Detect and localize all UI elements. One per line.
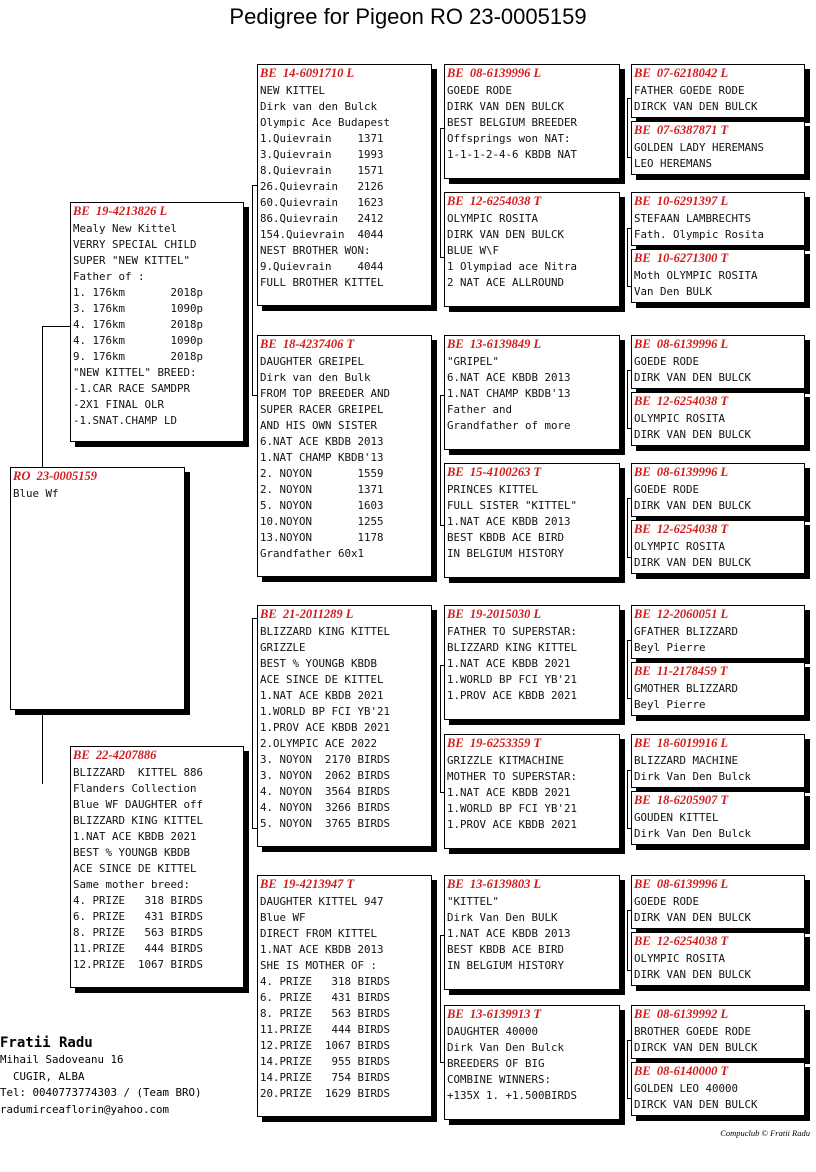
detail-line: DAUGHTER GREIPEL bbox=[260, 355, 365, 368]
detail-line: 4. PRIZE 318 BIRDS bbox=[73, 894, 204, 907]
detail-line: 14.PRIZE 955 BIRDS bbox=[260, 1055, 391, 1068]
pigeon-details bbox=[445, 1024, 619, 1104]
pigeon-details bbox=[71, 765, 243, 973]
great-great-grandparent-card bbox=[631, 875, 805, 929]
pigeon-details bbox=[632, 951, 804, 983]
detail-line: SHE IS MOTHER OF : bbox=[260, 959, 378, 972]
ring-number: RO 23-0005159 bbox=[13, 469, 98, 483]
ring-number: BE 12-6254038 T bbox=[634, 522, 729, 536]
detail-line: GOUDEN KITTEL bbox=[634, 811, 719, 824]
detail-line: GMOTHER BLIZZARD bbox=[634, 682, 739, 695]
detail-line: Mealy New Kittel bbox=[73, 222, 178, 235]
great-grandparent-card bbox=[444, 463, 620, 578]
detail-line: DIRK VAN DEN BULCK bbox=[447, 228, 565, 241]
detail-line: GRIZZLE bbox=[260, 641, 306, 654]
detail-line: DIRK VAN DEN BULCK bbox=[634, 968, 752, 981]
detail-line: 26.Quievrain 2126 bbox=[260, 180, 384, 193]
ring-number: BE 08-6139996 L bbox=[634, 465, 729, 479]
connector-line bbox=[252, 185, 253, 395]
detail-line: FULL SISTER "KITTEL" bbox=[447, 499, 578, 512]
detail-line: 86.Quievrain 2412 bbox=[260, 212, 384, 225]
great-great-grandparent-card bbox=[631, 192, 805, 246]
detail-line: SUPER "NEW KITTEL" bbox=[73, 254, 191, 267]
ring-number: BE 18-4237406 T bbox=[260, 337, 355, 351]
ring-number: BE 07-6218042 L bbox=[634, 66, 729, 80]
ring-number: BE 08-6139996 L bbox=[634, 337, 729, 351]
detail-line: IN BELGIUM HISTORY bbox=[447, 959, 565, 972]
detail-line: BEST KBDB ACE BIRD bbox=[447, 943, 565, 956]
detail-line: DIRK VAN DEN BULCK bbox=[447, 100, 565, 113]
detail-line: 60.Quievrain 1623 bbox=[260, 196, 384, 209]
detail-line: -1.CAR RACE SAMDPR bbox=[73, 382, 191, 395]
great-great-grandparent-card bbox=[631, 932, 805, 986]
copyright: Compuclub © Fratii Radu bbox=[720, 1128, 810, 1138]
detail-line: 11.PRIZE 444 BIRDS bbox=[260, 1023, 391, 1036]
ring-number: BE 10-6271300 T bbox=[634, 251, 729, 265]
ring-number: BE 12-6254038 T bbox=[634, 394, 729, 408]
ring-number: BE 13-6139913 T bbox=[447, 1007, 542, 1021]
pigeon-details bbox=[445, 354, 619, 434]
detail-line: DIRK VAN DEN BULCK bbox=[634, 499, 752, 512]
ring-number: BE 12-2060051 L bbox=[634, 607, 729, 621]
detail-line: 2.OLYMPIC ACE 2022 bbox=[260, 737, 378, 750]
detail-line: 1.NAT ACE KBDB 2021 bbox=[73, 830, 197, 843]
detail-line: "GRIPEL" bbox=[447, 355, 500, 368]
great-great-grandparent-card bbox=[631, 121, 805, 175]
ring-number: BE 08-6140000 T bbox=[634, 1064, 729, 1078]
detail-line: 4. 176km 1090p bbox=[73, 334, 204, 347]
detail-line: "KITTEL" bbox=[447, 895, 500, 908]
detail-line: MOTHER TO SUPERSTAR: bbox=[447, 770, 578, 783]
detail-line: 4. NOYON 3266 BIRDS bbox=[260, 801, 391, 814]
great-great-grandparent-card bbox=[631, 734, 805, 788]
detail-line: 9. 176km 2018p bbox=[73, 350, 204, 363]
detail-line: VERRY SPECIAL CHILD bbox=[73, 238, 197, 251]
connector-line bbox=[627, 370, 628, 428]
detail-line: 1.Quievrain 1371 bbox=[260, 132, 384, 145]
detail-line: 1.NAT ACE KBDB 2013 bbox=[447, 515, 571, 528]
pigeon-details bbox=[258, 354, 431, 562]
pigeon-details bbox=[632, 1081, 804, 1113]
pigeon-details bbox=[632, 624, 804, 656]
detail-line: 11.PRIZE 444 BIRDS bbox=[73, 942, 204, 955]
detail-line: Moth OLYMPIC ROSITA bbox=[634, 269, 758, 282]
detail-line: OLYMPIC ROSITA bbox=[634, 412, 726, 425]
connector-line bbox=[627, 498, 628, 557]
detail-line: "NEW KITTEL" BREED: bbox=[73, 366, 197, 379]
connector-line bbox=[440, 665, 441, 792]
detail-line: 12.PRIZE 1067 BIRDS bbox=[260, 1039, 391, 1052]
pigeon-details bbox=[445, 753, 619, 833]
connector-line bbox=[440, 935, 441, 1062]
pigeon-details bbox=[445, 211, 619, 291]
detail-line: GOEDE RODE bbox=[634, 355, 700, 368]
detail-line: Beyl Pierre bbox=[634, 698, 706, 711]
detail-line: 1 Olympiad ace Nitra bbox=[447, 260, 578, 273]
detail-line: 4. PRIZE 318 BIRDS bbox=[260, 975, 391, 988]
detail-line: DIRECT FROM KITTEL bbox=[260, 927, 378, 940]
ring-number: BE 08-6139992 L bbox=[634, 1007, 729, 1021]
breeder-address: Mihail Sadoveanu 16 bbox=[0, 1053, 124, 1066]
detail-line: BLIZZARD KING KITTEL bbox=[73, 814, 204, 827]
detail-line: GOLDEN LADY HEREMANS bbox=[634, 141, 765, 154]
detail-line: 1.NAT ACE KBDB 2021 bbox=[260, 689, 384, 702]
pigeon-details bbox=[632, 894, 804, 926]
ring-number: BE 21-2011289 L bbox=[260, 607, 354, 621]
detail-line: 1.PROV ACE KBDB 2021 bbox=[447, 818, 578, 831]
detail-line: Dirk Van Den BULK bbox=[447, 911, 558, 924]
detail-line: GOEDE RODE bbox=[634, 895, 700, 908]
connector-line bbox=[627, 910, 628, 970]
breeder-phone: Tel: 0040773774303 / (Team BRO) bbox=[0, 1086, 202, 1099]
pigeon-details bbox=[632, 681, 804, 713]
detail-line: 1.WORLD BP FCI YB'21 bbox=[447, 673, 578, 686]
great-great-grandparent-card bbox=[631, 520, 805, 574]
sire-card bbox=[70, 202, 244, 442]
grandparent-card bbox=[257, 875, 432, 1117]
detail-line: Flanders Collection bbox=[73, 782, 197, 795]
ring-number: BE 18-6019916 L bbox=[634, 736, 729, 750]
detail-line: FATHER GOEDE RODE bbox=[634, 84, 745, 97]
pigeon-details bbox=[445, 894, 619, 974]
detail-line: DIRCK VAN DEN BULCK bbox=[634, 100, 758, 113]
detail-line: Father and bbox=[447, 403, 513, 416]
detail-line: BLIZZARD KITTEL 886 bbox=[73, 766, 204, 779]
detail-line: BLIZZARD MACHINE bbox=[634, 754, 739, 767]
detail-line: 2 NAT ACE ALLROUND bbox=[447, 276, 565, 289]
grandparent-card bbox=[257, 335, 432, 577]
ring-number: BE 19-4213826 L bbox=[73, 204, 168, 218]
connector-line bbox=[627, 1040, 628, 1098]
pigeon-details bbox=[632, 211, 804, 243]
pigeon-details bbox=[632, 753, 804, 785]
detail-line: Grandfather of more bbox=[447, 419, 571, 432]
great-great-grandparent-card bbox=[631, 392, 805, 446]
great-great-grandparent-card bbox=[631, 249, 805, 303]
detail-line: 6. PRIZE 431 BIRDS bbox=[73, 910, 204, 923]
breeder-email: radumirceaflorin@yahoo.com bbox=[0, 1102, 170, 1116]
connector-line bbox=[627, 228, 628, 286]
ring-number: BE 08-6139996 L bbox=[447, 66, 542, 80]
detail-line: Dirk Van Den Bulck bbox=[634, 827, 752, 840]
breeder-info bbox=[0, 1034, 202, 1118]
breeder-city: CUGIR, ALBA bbox=[0, 1069, 85, 1083]
pigeon-details bbox=[258, 894, 431, 1102]
detail-line: Dirk van den Bulk bbox=[260, 371, 371, 384]
connector-line bbox=[42, 326, 43, 468]
detail-line: 3. 176km 1090p bbox=[73, 302, 204, 315]
pigeon-details bbox=[632, 539, 804, 571]
detail-line: 1.NAT CHAMP KBDB'13 bbox=[447, 387, 571, 400]
ring-number: BE 12-6254038 T bbox=[634, 934, 729, 948]
connector-line bbox=[627, 770, 628, 828]
detail-line: OLYMPIC ROSITA bbox=[634, 540, 726, 553]
detail-line: 1.NAT ACE KBDB 2013 bbox=[260, 943, 384, 956]
detail-line: DAUGHTER KITTEL 947 bbox=[260, 895, 384, 908]
detail-line: 1. 176km 2018p bbox=[73, 286, 204, 299]
great-great-grandparent-card bbox=[631, 335, 805, 389]
detail-line: OLYMPIC ROSITA bbox=[447, 212, 539, 225]
page-title: Pedigree for Pigeon RO 23-0005159 bbox=[229, 4, 587, 29]
great-great-grandparent-card bbox=[631, 662, 805, 716]
detail-line: GOEDE RODE bbox=[634, 483, 700, 496]
grandparent-card bbox=[257, 605, 432, 847]
detail-line: DIRCK VAN DEN BULCK bbox=[634, 1041, 758, 1054]
detail-line: BEST % YOUNGB KBDB bbox=[260, 657, 378, 670]
connector-line bbox=[627, 640, 628, 698]
detail-line: ACE SINCE DE KITTEL bbox=[260, 673, 384, 686]
detail-line: SUPER RACER GREIPEL bbox=[260, 403, 384, 416]
pigeon-details bbox=[258, 83, 431, 291]
connector-line bbox=[440, 395, 441, 525]
detail-line: -2X1 FINAL OLR bbox=[73, 398, 165, 411]
great-grandparent-card bbox=[444, 605, 620, 720]
breeder-name: Fratii Radu bbox=[0, 1035, 93, 1051]
great-great-grandparent-card bbox=[631, 64, 805, 118]
detail-line: 1-1-1-2-4-6 KBDB NAT bbox=[447, 148, 578, 161]
subject-card bbox=[10, 467, 185, 710]
detail-line: 14.PRIZE 754 BIRDS bbox=[260, 1071, 391, 1084]
detail-line: GFATHER BLIZZARD bbox=[634, 625, 739, 638]
detail-line: 1.NAT CHAMP KBDB'13 bbox=[260, 451, 384, 464]
detail-line: GOLDEN LEO 40000 bbox=[634, 1082, 739, 1095]
detail-line: 1.PROV ACE KBDB 2021 bbox=[447, 689, 578, 702]
detail-line: DIRK VAN DEN BULCK bbox=[634, 371, 752, 384]
detail-line: 6. PRIZE 431 BIRDS bbox=[260, 991, 391, 1004]
connector-line bbox=[42, 714, 43, 784]
ring-number: BE 11-2178459 T bbox=[634, 664, 728, 678]
dam-card bbox=[70, 746, 244, 988]
ring-number: BE 19-4213947 T bbox=[260, 877, 355, 891]
great-great-grandparent-card bbox=[631, 1005, 805, 1059]
detail-line: FULL BROTHER KITTEL bbox=[260, 276, 384, 289]
detail-line: Blue WF DAUGHTER off bbox=[73, 798, 204, 811]
detail-line: Van Den BULK bbox=[634, 285, 713, 298]
detail-line: GOEDE RODE bbox=[447, 84, 513, 97]
detail-line: FATHER TO SUPERSTAR: bbox=[447, 625, 578, 638]
detail-line: 3. NOYON 2062 BIRDS bbox=[260, 769, 391, 782]
pigeon-details bbox=[258, 624, 431, 832]
pigeon-details bbox=[632, 140, 804, 172]
detail-line: Dirk van den Bulck bbox=[260, 100, 378, 113]
ring-number: BE 18-6205907 T bbox=[634, 793, 729, 807]
connector-line bbox=[42, 326, 70, 327]
pigeon-details bbox=[445, 624, 619, 704]
detail-line: DIRK VAN DEN BULCK bbox=[634, 556, 752, 569]
great-grandparent-card bbox=[444, 1005, 620, 1120]
connector-line bbox=[252, 618, 253, 828]
detail-line: Grandfather 60x1 bbox=[260, 547, 365, 560]
ring-number: BE 10-6291397 L bbox=[634, 194, 729, 208]
detail-line: LEO HEREMANS bbox=[634, 157, 713, 170]
detail-line: 10.NOYON 1255 bbox=[260, 515, 384, 528]
ring-number: BE 07-6387871 T bbox=[634, 123, 729, 137]
detail-line: Beyl Pierre bbox=[634, 641, 706, 654]
detail-line: 1.WORLD BP FCI YB'21 bbox=[260, 705, 391, 718]
detail-line: 8.Quievrain 1571 bbox=[260, 164, 384, 177]
detail-line: -1.SNAT.CHAMP LD bbox=[73, 414, 178, 427]
detail-line: 12.PRIZE 1067 BIRDS bbox=[73, 958, 204, 971]
detail-line: GRIZZLE KITMACHINE bbox=[447, 754, 565, 767]
detail-line: BLIZZARD KING KITTEL bbox=[260, 625, 391, 638]
detail-line: 1.PROV ACE KBDB 2021 bbox=[260, 721, 391, 734]
detail-line: Blue WF bbox=[260, 911, 306, 924]
detail-line: BEST KBDB ACE BIRD bbox=[447, 531, 565, 544]
detail-line: 1.NAT ACE KBDB 2021 bbox=[447, 657, 571, 670]
detail-line: BREEDERS OF BIG bbox=[447, 1057, 545, 1070]
detail-line: 13.NOYON 1178 bbox=[260, 531, 384, 544]
great-grandparent-card bbox=[444, 335, 620, 450]
detail-line: OLYMPIC ROSITA bbox=[634, 952, 726, 965]
detail-line: BLUE W\F bbox=[447, 244, 500, 257]
ring-number: BE 22-4207886 bbox=[73, 748, 157, 762]
detail-line: Dirk Van Den Bulck bbox=[634, 770, 752, 783]
detail-line: Dirk Van Den Bulck bbox=[447, 1041, 565, 1054]
detail-line: Father of : bbox=[73, 270, 145, 283]
connector-line bbox=[440, 128, 441, 257]
detail-line: FROM TOP BREEDER AND bbox=[260, 387, 391, 400]
detail-line: BEST BELGIUM BREEDER bbox=[447, 116, 578, 129]
detail-line: DIRK VAN DEN BULCK bbox=[634, 428, 752, 441]
detail-line: 4. 176km 2018p bbox=[73, 318, 204, 331]
detail-line: COMBINE WINNERS: bbox=[447, 1073, 552, 1086]
connector-line bbox=[627, 98, 628, 157]
grandparent-card bbox=[257, 64, 432, 306]
detail-line: 154.Quievrain 4044 bbox=[260, 228, 384, 241]
pigeon-details bbox=[632, 83, 804, 115]
detail-line: DIRCK VAN DEN BULCK bbox=[634, 1098, 758, 1111]
detail-line: 8. PRIZE 563 BIRDS bbox=[260, 1007, 391, 1020]
detail-line: 6.NAT ACE KBDB 2013 bbox=[447, 371, 571, 384]
pigeon-details bbox=[632, 1024, 804, 1056]
detail-line: STEFAAN LAMBRECHTS bbox=[634, 212, 752, 225]
detail-line: 3. NOYON 2170 BIRDS bbox=[260, 753, 391, 766]
detail-line: NEW KITTEL bbox=[260, 84, 326, 97]
detail-line: 3.Quievrain 1993 bbox=[260, 148, 384, 161]
detail-line: NEST BROTHER WON: bbox=[260, 244, 371, 257]
detail-line: Blue Wf bbox=[13, 487, 59, 500]
ring-number: BE 14-6091710 L bbox=[260, 66, 355, 80]
pigeon-details bbox=[445, 482, 619, 562]
detail-line: BLIZZARD KING KITTEL bbox=[447, 641, 578, 654]
detail-line: Same mother breed: bbox=[73, 878, 191, 891]
ring-number: BE 08-6139996 L bbox=[634, 877, 729, 891]
pigeon-details bbox=[632, 411, 804, 443]
detail-line: 2. NOYON 1371 bbox=[260, 483, 384, 496]
detail-line: +135X 1. +1.500BIRDS bbox=[447, 1089, 578, 1102]
detail-line: 5. NOYON 3765 BIRDS bbox=[260, 817, 391, 830]
great-grandparent-card bbox=[444, 64, 620, 179]
great-grandparent-card bbox=[444, 734, 620, 849]
connector-line bbox=[42, 714, 70, 715]
detail-line: 20.PRIZE 1629 BIRDS bbox=[260, 1087, 391, 1100]
ring-number: BE 15-4100263 T bbox=[447, 465, 542, 479]
pigeon-details bbox=[632, 354, 804, 386]
detail-line: BROTHER GOEDE RODE bbox=[634, 1025, 752, 1038]
great-grandparent-card bbox=[444, 192, 620, 307]
pigeon-details bbox=[11, 486, 184, 502]
great-great-grandparent-card bbox=[631, 1062, 805, 1116]
detail-line: 8. PRIZE 563 BIRDS bbox=[73, 926, 204, 939]
detail-line: 9.Quievrain 4044 bbox=[260, 260, 384, 273]
pigeon-details bbox=[632, 268, 804, 300]
ring-number: BE 19-6253359 T bbox=[447, 736, 542, 750]
great-great-grandparent-card bbox=[631, 791, 805, 845]
detail-line: 6.NAT ACE KBDB 2013 bbox=[260, 435, 384, 448]
detail-line: IN BELGIUM HISTORY bbox=[447, 547, 565, 560]
detail-line: DAUGHTER 40000 bbox=[447, 1025, 539, 1038]
detail-line: PRINCES KITTEL bbox=[447, 483, 539, 496]
great-great-grandparent-card bbox=[631, 605, 805, 659]
ring-number: BE 19-2015030 L bbox=[447, 607, 542, 621]
pigeon-details bbox=[632, 810, 804, 842]
detail-line: BEST % YOUNGB KBDB bbox=[73, 846, 191, 859]
great-great-grandparent-card bbox=[631, 463, 805, 517]
detail-line: Fath. Olympic Rosita bbox=[634, 228, 765, 241]
detail-line: Offsprings won NAT: bbox=[447, 132, 571, 145]
pigeon-details bbox=[71, 221, 243, 429]
great-grandparent-card bbox=[444, 875, 620, 990]
ring-number: BE 13-6139849 L bbox=[447, 337, 542, 351]
detail-line: AND HIS OWN SISTER bbox=[260, 419, 378, 432]
ring-number: BE 13-6139803 L bbox=[447, 877, 542, 891]
detail-line: 1.NAT ACE KBDB 2021 bbox=[447, 786, 571, 799]
detail-line: ACE SINCE DE KITTEL bbox=[73, 862, 197, 875]
detail-line: 2. NOYON 1559 bbox=[260, 467, 384, 480]
detail-line: 1.WORLD BP FCI YB'21 bbox=[447, 802, 578, 815]
pigeon-details bbox=[632, 482, 804, 514]
pigeon-details bbox=[445, 83, 619, 163]
detail-line: 1.NAT ACE KBDB 2013 bbox=[447, 927, 571, 940]
detail-line: DIRK VAN DEN BULCK bbox=[634, 911, 752, 924]
detail-line: Olympic Ace Budapest bbox=[260, 116, 391, 129]
detail-line: 5. NOYON 1603 bbox=[260, 499, 384, 512]
detail-line: 4. NOYON 3564 BIRDS bbox=[260, 785, 391, 798]
ring-number: BE 12-6254038 T bbox=[447, 194, 542, 208]
